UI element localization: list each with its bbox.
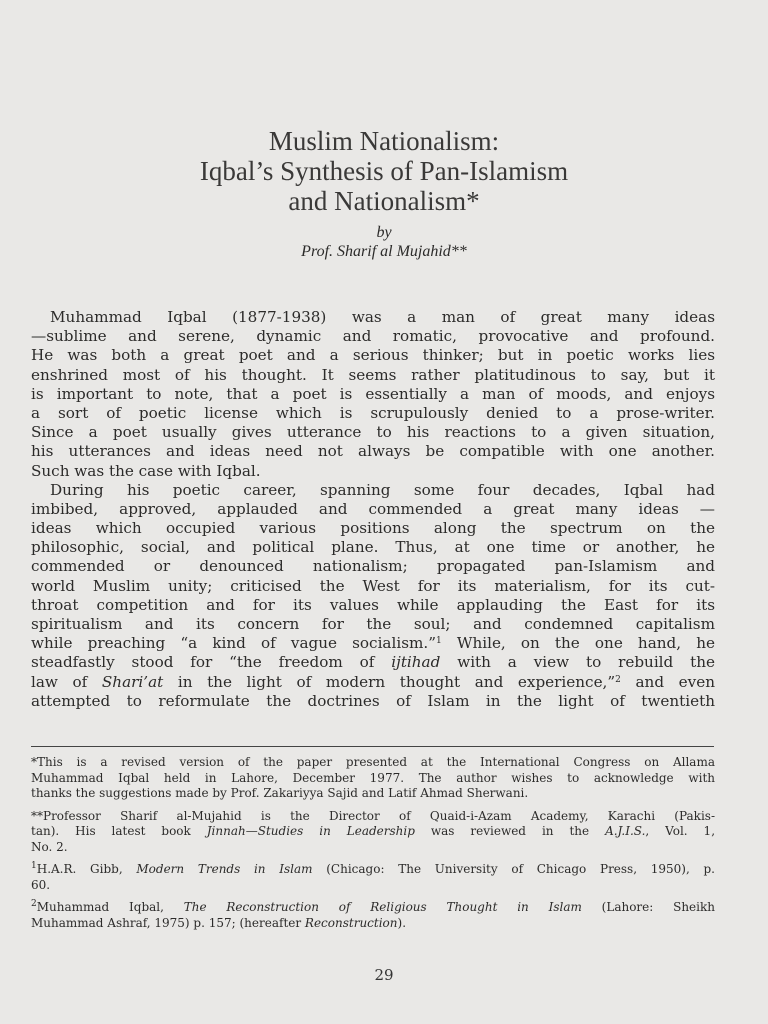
body-line: attempted to reformulate the doctrines of Islam in the light of twentieth xyxy=(31,691,715,710)
title-line-2: Iqbal’s Synthesis of Pan-Islamism xyxy=(199,156,569,186)
body-line: law of Shari’at in the light of modern thought and experience,”$^2$ and even xyxy=(31,672,715,691)
footnote-double-star xyxy=(31,809,715,856)
body-line: Since a poet usually gives utterance to his reactions to a given situation, xyxy=(31,423,715,442)
footnote-line: *This is a revised version of the paper presented at the International Congress on Allama xyxy=(31,755,715,769)
body-line: ideas which occupied various positions along the spectrum on the xyxy=(31,519,715,538)
article-title xyxy=(0,126,768,216)
body-line: imbibed, approved, applauded and commended a great many ideas — xyxy=(31,499,715,518)
footnotes xyxy=(31,755,715,938)
footnote-2 xyxy=(31,900,715,931)
body-line: a sort of poetic license which is scrupulously denied to a prose-writer. xyxy=(31,403,715,422)
footnote-divider xyxy=(31,746,714,747)
body-line: —sublime and serene, dynamic and romatic, provocative and profound. xyxy=(31,327,715,346)
body-line: philosophic, social, and political plane. Thus, at one time or another, he xyxy=(31,538,715,557)
body-line: During his poetic career, spanning some four decades, Iqbal had xyxy=(50,480,715,499)
title-line-3: and Nationalism* xyxy=(288,186,480,216)
body-line: throat competition and for its values while applauding the East for its xyxy=(31,595,715,614)
body-line: while preaching “a kind of vague socialism.”$^1$ While, on the one hand, he xyxy=(31,634,715,653)
footnote-line: thanks the suggestions made by Prof. Zakariyya Sajid and Latif Ahmad Sherwani. xyxy=(31,786,529,800)
footnote-line: **Professor Sharif al-Mujahid is the Director of Quaid-i-Azam Academy, Karachi (Pakis- xyxy=(31,808,715,823)
title-line-1: Muslim Nationalism: xyxy=(268,126,500,156)
body-line: world Muslim unity; criticised the West for its materialism, for its cut- xyxy=(31,576,715,595)
body-line: Muhammad Iqbal (1877-1938) was a man of great many ideas xyxy=(50,308,715,326)
footnote-line: $^2$Muhammad Iqbal, The Reconstruction of Religious Thought in Islam (Lahore: Sheikh xyxy=(31,899,715,914)
body-line: steadfastly stood for “the freedom of ijtihad with a view to rebuild the xyxy=(31,653,715,672)
footnote-1 xyxy=(31,862,715,893)
body-line: his utterances and ideas need not always be compatible with one another. xyxy=(31,442,715,461)
body-line: spiritualism and its concern for the soul; and condemned capitalism xyxy=(31,615,715,633)
footnote-line: No. 2. xyxy=(31,839,68,854)
footnote-star xyxy=(31,755,715,802)
footnote-line: Muhammad Iqbal held in Lahore, December 1977. The author wishes to acknowledge with xyxy=(31,770,715,785)
body-text xyxy=(31,308,715,711)
body-line: Such was the case with Iqbal. xyxy=(31,461,261,480)
byline: by xyxy=(376,224,392,241)
footnote-line: Muhammad Ashraf, 1975) p. 157; (hereafter Reconstruction). xyxy=(31,915,407,930)
body-line: commended or denounced nationalism; propagated pan-Islamism and xyxy=(31,557,715,576)
author-name: Prof. Sharif al Mujahid** xyxy=(301,243,467,260)
body-line: enshrined most of his thought. It seems rather platitudinous to say, but it xyxy=(31,365,715,384)
footnote-line: $^1$H.A.R. Gibb, Modern Trends in Islam (Chicago: The University of Chicago Press, 1950), p. xyxy=(31,861,715,876)
page-number: 29 xyxy=(374,966,394,984)
footnote-line: tan). His latest book Jinnah—Studies in Leadership was reviewed in the A.J.I.S., Vol. 1, xyxy=(31,824,716,838)
body-line: is important to note, that a poet is essentially a man of moods, and enjoys xyxy=(31,384,715,403)
footnote-line: 60. xyxy=(31,877,51,892)
body-line: He was both a great poet and a serious thinker; but in poetic works lies xyxy=(31,346,715,365)
